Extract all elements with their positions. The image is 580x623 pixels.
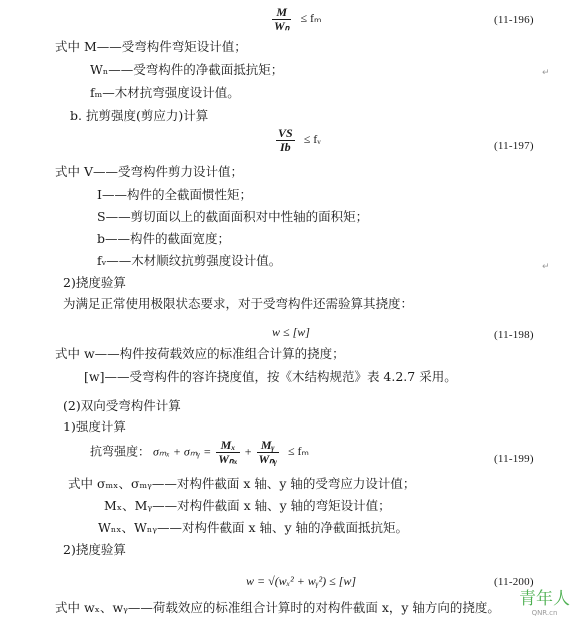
watermark-logo: [519, 584, 570, 617]
equation-number: (11-197): [494, 140, 534, 152]
paragraph-mark-icon: ↵: [542, 262, 550, 272]
section-heading: (2)双向受弯构件计算: [63, 398, 181, 413]
text-line: 式中 M——受弯构件弯矩设计值；: [55, 39, 247, 54]
formula-11-200: w = √(wₓ² + wᵧ²) ≤ [w]: [246, 574, 357, 588]
text-line: 式中 wₓ、wᵧ——荷载效应的标准组合计算时的对构件截面 x，y 轴方向的挠度。: [55, 600, 500, 615]
formula-11-196: [270, 6, 326, 33]
text-line: I——构件的全截面惯性矩；: [97, 187, 252, 202]
text-line: 式中 w——构件按荷载效应的标准组合计算的挠度；: [55, 346, 345, 361]
watermark-text: 青年人: [519, 589, 570, 609]
text-line: fₘ—木材抗弯强度设计值。: [90, 85, 240, 100]
formula-rhs: ≤ fᵥ: [303, 132, 321, 147]
text-line: Mₓ、Mᵧ——对构件截面 x 轴、y 轴的弯矩设计值；: [104, 498, 391, 513]
formula-rhs: ≤ fₘ: [287, 444, 310, 459]
fraction: [257, 439, 279, 466]
formula-lhs: σₘₓ + σₘᵧ =: [153, 444, 212, 459]
fraction: [276, 127, 295, 154]
text-line: fᵥ——木材顺纹抗剪强度设计值。: [97, 253, 282, 268]
formula-11-199: [90, 439, 313, 466]
section-heading: 2)挠度验算: [63, 275, 126, 290]
paragraph-mark-icon: ↵: [542, 68, 550, 78]
denominator: Wₙₓ: [218, 452, 238, 466]
numerator: VS: [278, 126, 293, 140]
equation-number: (11-196): [494, 14, 534, 26]
equation-number: (11-200): [494, 576, 534, 588]
denominator: Wₙᵧ: [258, 452, 277, 466]
equation-number: (11-198): [494, 329, 534, 341]
formula-11-198: w ≤ [w]: [272, 325, 310, 339]
text-line: 式中 σₘₓ、σₘᵧ——对构件截面 x 轴、y 轴的受弯应力设计值；: [68, 476, 416, 491]
formula-label: 抗弯强度：: [90, 444, 151, 459]
fraction: [272, 6, 291, 33]
text-line: 为满足正常使用极限状态要求，对于受弯构件还需验算其挠度：: [63, 296, 414, 311]
fraction: [216, 439, 240, 466]
formula-rhs: ≤ fₘ: [300, 11, 322, 26]
equation-number: (11-199): [494, 453, 534, 465]
section-heading: b. 抗剪强度(剪应力)计算: [70, 108, 209, 123]
text-line: b——构件的截面宽度；: [97, 231, 231, 246]
text-line: Wₙₓ、Wₙᵧ——对构件截面 x 轴、y 轴的净截面抵抗矩。: [98, 520, 409, 535]
watermark-domain: QNR.cn: [531, 609, 558, 617]
text-line: S——剪切面以上的截面面积对中性轴的面积矩；: [97, 209, 369, 224]
numerator: Mₓ: [216, 439, 240, 453]
numerator: M: [272, 6, 291, 20]
denominator: Wₙ: [274, 19, 290, 33]
plus-sign: +: [244, 444, 252, 459]
section-heading: 1)强度计算: [63, 419, 126, 434]
text-line: [w]——受弯构件的容许挠度值，按《木结构规范》表 4.2.7 采用。: [84, 369, 457, 384]
text-line: Wₙ——受弯构件的净截面抵抗矩；: [90, 62, 284, 77]
numerator: Mᵧ: [257, 439, 279, 453]
section-heading: 2)挠度验算: [63, 542, 126, 557]
denominator: Ib: [280, 140, 291, 154]
formula-11-197: [274, 127, 325, 154]
text-line: 式中 V——受弯构件剪力设计值；: [55, 164, 244, 179]
